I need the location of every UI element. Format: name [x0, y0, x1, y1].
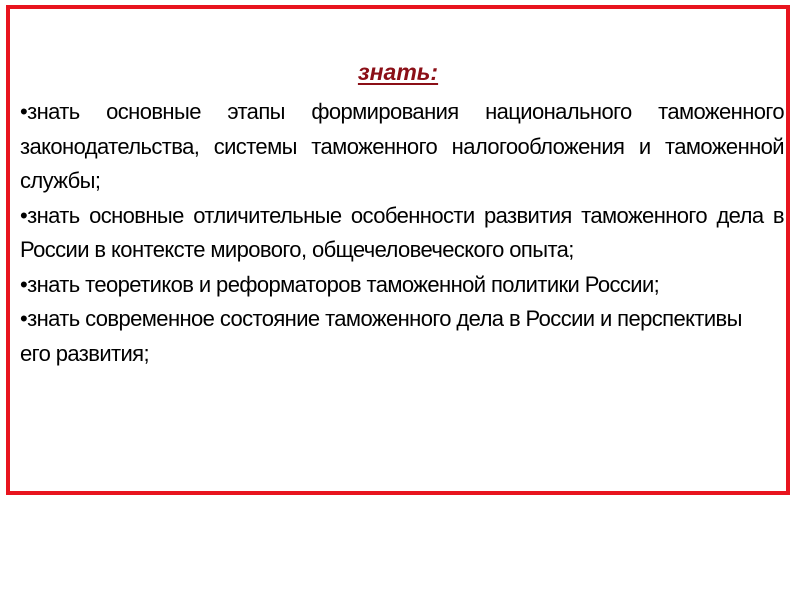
content-frame — [6, 5, 790, 495]
list-item: •знать современное состояние таможенного дела в России и перспективы его развития; — [20, 306, 742, 366]
bullet-list — [20, 95, 784, 371]
list-item: •знать основные этапы формирования национального таможенного законодательства, системы таможенного налогообложения и таможенной службы; — [20, 99, 784, 193]
list-item: •знать теоретиков и реформаторов таможенной политики России; — [20, 271, 660, 297]
list-item: •знать основные отличительные особенности развития таможенного дела в России в контексте мирового, общечеловеческого опыта; — [20, 202, 784, 262]
section-heading: знать: — [357, 59, 439, 85]
